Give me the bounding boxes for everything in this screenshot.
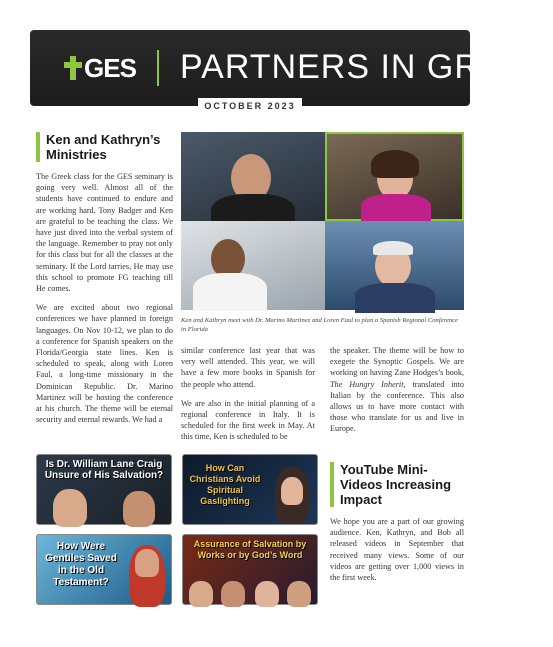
- article-headline: Ken and Kathryn’s Ministries: [36, 132, 173, 162]
- masthead-divider: [157, 50, 159, 86]
- issue-date: OCTOBER 2023: [198, 98, 302, 114]
- video-thumbnail[interactable]: [36, 454, 172, 525]
- paragraph-text: the speaker. The theme will be how to exegete the Synoptic Gospels. We are working on having Zane Hodges’s book,: [330, 346, 464, 378]
- article-paragraph: [330, 345, 464, 435]
- video-thumbnail[interactable]: [36, 534, 172, 605]
- video-title: How Were Gentiles Saved in the Old Testament?: [45, 541, 117, 588]
- logo-text: GES: [84, 52, 136, 83]
- video-thumbnail[interactable]: [182, 534, 318, 605]
- newsletter-title: PARTNERS IN GRACE: [180, 48, 553, 86]
- photo-caption: Ken and Kathryn meet with Dr. Marino Martinez and Loren Faul to plan a Spanish Regional Conference in Florida: [181, 317, 458, 333]
- person-image: [189, 581, 213, 607]
- video-title: Assurance of Salvation by Works or by God’s Word: [193, 539, 307, 560]
- youtube-paragraph: We hope you are a part of our growing audience. Ken, Kathryn, and Bob all released videos in September that received many views. Some of our videos are getting over 1,000 views in the first week.: [330, 517, 464, 583]
- article-left-column: [36, 132, 173, 433]
- video-title: How Can Christians Avoid Spiritual Gaslighting: [189, 463, 261, 506]
- article-paragraph: We are also in the initial planning of a regional conference in Italy. It is scheduled for the first week in May. At this time, Ken is scheduled to be: [181, 398, 315, 442]
- youtube-section: [330, 462, 464, 591]
- person-image: [123, 491, 155, 527]
- person-image: [287, 581, 311, 607]
- photo-tile-ken: [181, 132, 325, 221]
- person-image: [255, 581, 279, 607]
- book-title: The Hungry Inherit: [330, 379, 404, 389]
- cross-icon: [64, 56, 82, 80]
- person-image: [221, 581, 245, 607]
- youtube-headline: YouTube Mini-Videos Increasing Impact: [330, 462, 464, 507]
- person-image: [53, 489, 87, 527]
- photo-tile-kathryn: [325, 132, 464, 221]
- ges-logo: [64, 52, 136, 84]
- article-paragraph: The Greek class for the GES seminary is going very well. Almost all of the students have continued to endure and are working hard. Tony Badger and Ken are grateful to be teaching the class. We have just dived into the verbal system of the language. Remember to pray not only for this class but for all the classes at the seminary. If the Lord tarries, He may use this school to promote FG teaching till He comes.: [36, 172, 173, 294]
- photo-tile-marino: [181, 221, 325, 310]
- person-image: [135, 549, 159, 577]
- paragraph-text: , translated into Italian by the conference. This also allows us to have more contact with those who translate for us and live in Europe.: [330, 379, 464, 434]
- video-title: Is Dr. William Lane Craig Unsure of His Salvation?: [44, 459, 164, 481]
- video-call-photo: [181, 132, 464, 310]
- video-thumbnail[interactable]: [182, 454, 318, 525]
- photo-tile-loren: [325, 221, 464, 310]
- person-image: [281, 477, 303, 505]
- article-right-column: [330, 345, 464, 443]
- article-middle-column: [181, 345, 315, 451]
- article-paragraph: We are excited about two regional conferences we have planned in foreign languages. On Nov 10-12, we plan to do a conference for Spanish speakers on the Florida/Georgia state lines. Ken is scheduled to speak, along with Loren Faul, a long-time missionary in the Dominican Republic. Dr. Marino Martinez will be hosting the conference at his church. The theme will be eternal security and eternal rewards. We had a: [36, 303, 173, 425]
- masthead: [30, 30, 553, 106]
- article-paragraph: similar conference last year that was very well attended. This year, we will have a few more books in Spanish for the people who attend.: [181, 346, 315, 389]
